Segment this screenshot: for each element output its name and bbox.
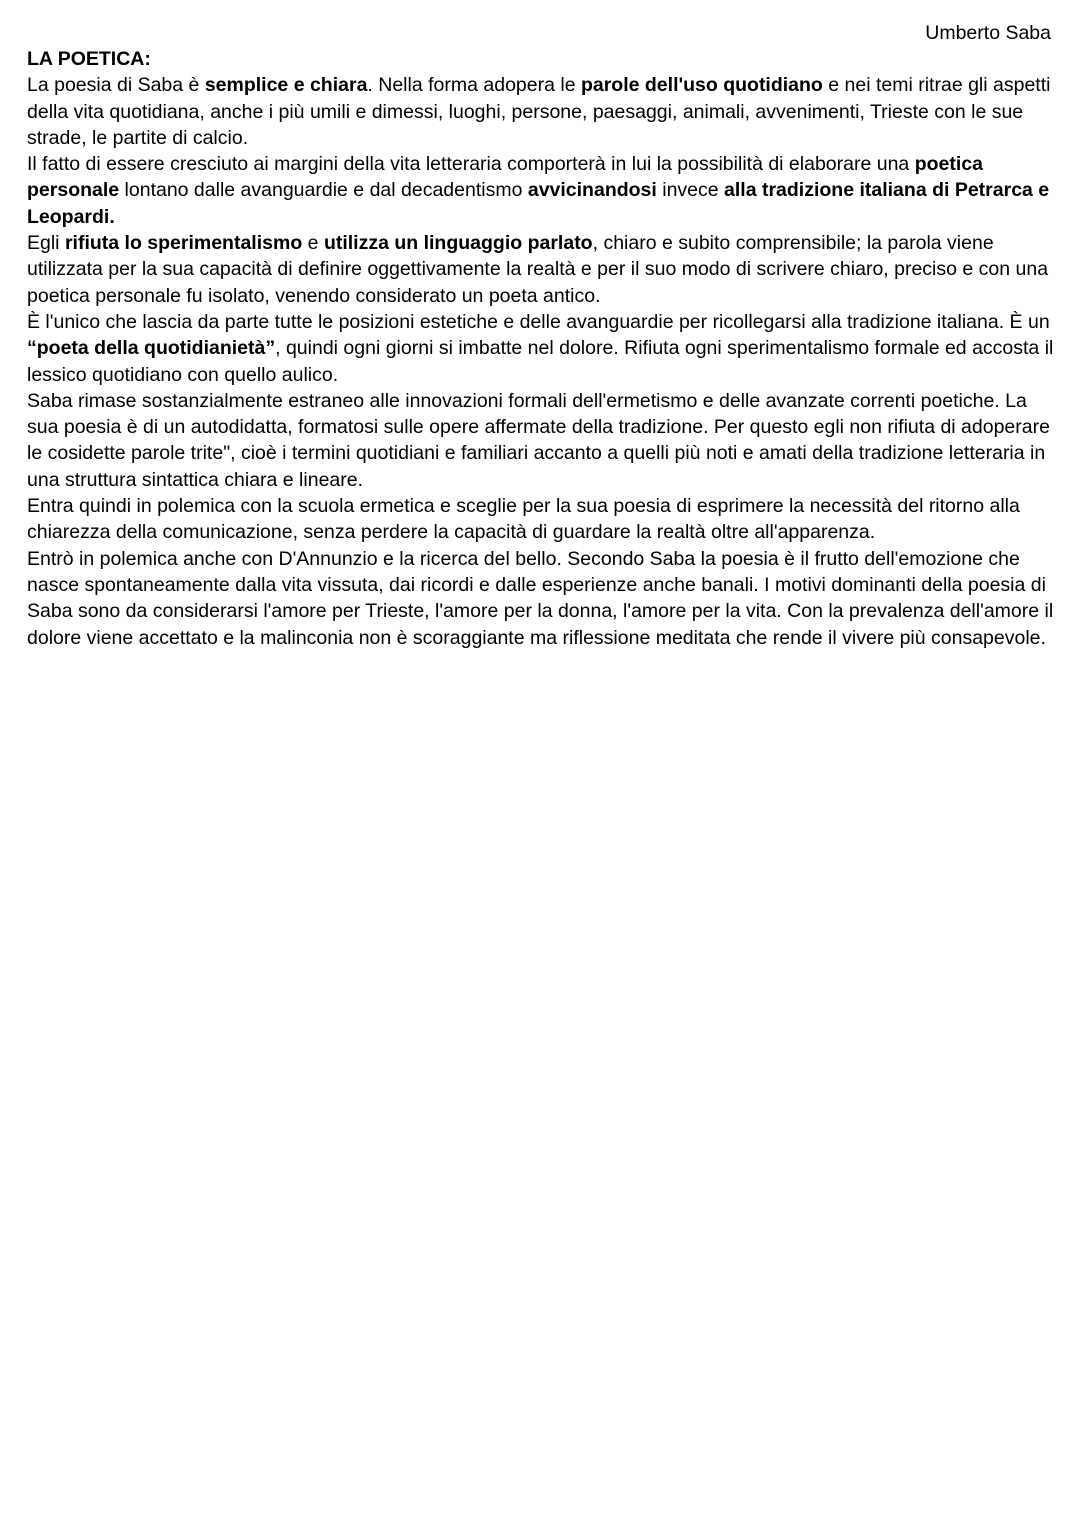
- bold-segment: alla tradizione italiana di Petrarca e Leopardi.: [27, 179, 1050, 228]
- text-segment: Entra quindi in polemica con la scuola ermetica e sceglie per la sua poesia di esprimere la necessità del ritorno alla chiarezza della comunicazione, senza perdere la capacità di guardare la realtà oltre all'apparenza.: [27, 495, 1020, 544]
- paragraph-dannunzio: [27, 546, 1057, 651]
- text-segment: È l'unico che lascia da parte tutte le posizioni estetiche e delle avanguardie per ricollegarsi alla tradizione italiana. È un: [27, 310, 1050, 333]
- text-segment: , quindi ogni giorni si imbatte nel dolore. Rifiuta ogni sperimentalismo formale ed accosta il lessico quotidiano con quello aulico.: [27, 337, 1054, 386]
- text-segment: Entrò in polemica anche con D'Annunzio e la ricerca del bello. Secondo Saba la poesia è il frutto dell'emozione che nasce spontaneamente dalla vita vissuta, dai ricordi e dalle esperienze anche banali. I motivi dominanti della poesia di Saba sono da considerarsi l'amore per Trieste, l'amore per la donna, l'amore per la vita. Con la prevalenza dell'amore il dolore viene accettato e la malinconia non è scoraggiante ma riflessione meditata che rende il vivere più consapevole.: [27, 547, 1054, 649]
- paragraph-everyday-poet: [27, 309, 1057, 388]
- text-segment: . Nella forma adopera le: [367, 74, 581, 97]
- text-segment: La poesia di Saba è: [27, 74, 205, 97]
- bold-segment: rifiuta lo sperimentalismo: [64, 232, 303, 255]
- paragraph-language: [27, 230, 1057, 309]
- text-segment: e nei temi ritrae gli aspetti della vita quotidiana, anche i più umili e dimessi, luoghi, persone, paesaggi, animali, avvenimenti, Trieste con le sue strade, le partite di calcio.: [27, 74, 1051, 149]
- paragraph-simplicity: [27, 72, 1057, 151]
- bold-segment: parole dell'uso quotidiano: [580, 74, 823, 97]
- text-segment: e: [302, 232, 324, 255]
- text-segment: Il fatto di essere cresciuto ai margini della vita letteraria comporterà in lui la possibilità di elaborare una: [27, 153, 915, 176]
- bold-segment: avvicinandosi: [527, 179, 657, 202]
- bold-segment: poetica personale: [27, 153, 983, 202]
- bold-segment: “poeta della quotidianietà”: [27, 337, 276, 360]
- paragraph-hermeticism: [27, 388, 1057, 493]
- text-segment: , chiaro e subito comprensibile; la parola viene utilizzata per la sua capacità di definire oggettivamente la realtà e per il suo modo di scrivere chiaro, preciso e con una poetica personale fu isolato, venendo considerato un poeta antico.: [27, 232, 1049, 307]
- bold-segment: semplice e chiara: [204, 74, 368, 97]
- bold-segment: utilizza un linguaggio parlato: [323, 232, 593, 255]
- text-segment: lontano dalle avanguardie e dal decadentismo: [119, 179, 528, 202]
- text-segment: Saba rimase sostanzialmente estraneo alle innovazioni formali dell'ermetismo e delle avanzate correnti poetiche. La sua poesia è di un autodidatta, formatosi sulle opere affermate della tradizione. Per questo egli non rifiuta di adoperare le cosidette parole trite", cioè i termini quotidiani e familiari accanto a quelli più noti e amati della tradizione letteraria in una struttura sintattica chiara e lineare.: [27, 389, 1050, 491]
- paragraph-personal-poetics: [27, 151, 1057, 230]
- paragraph-polemic-hermetic: [27, 493, 1057, 546]
- text-segment: Egli: [27, 232, 65, 255]
- author-header: Umberto Saba: [925, 22, 1051, 44]
- section-heading: LA POETICA:: [27, 48, 151, 70]
- text-segment: invece: [656, 179, 725, 202]
- document-body: [27, 46, 1057, 651]
